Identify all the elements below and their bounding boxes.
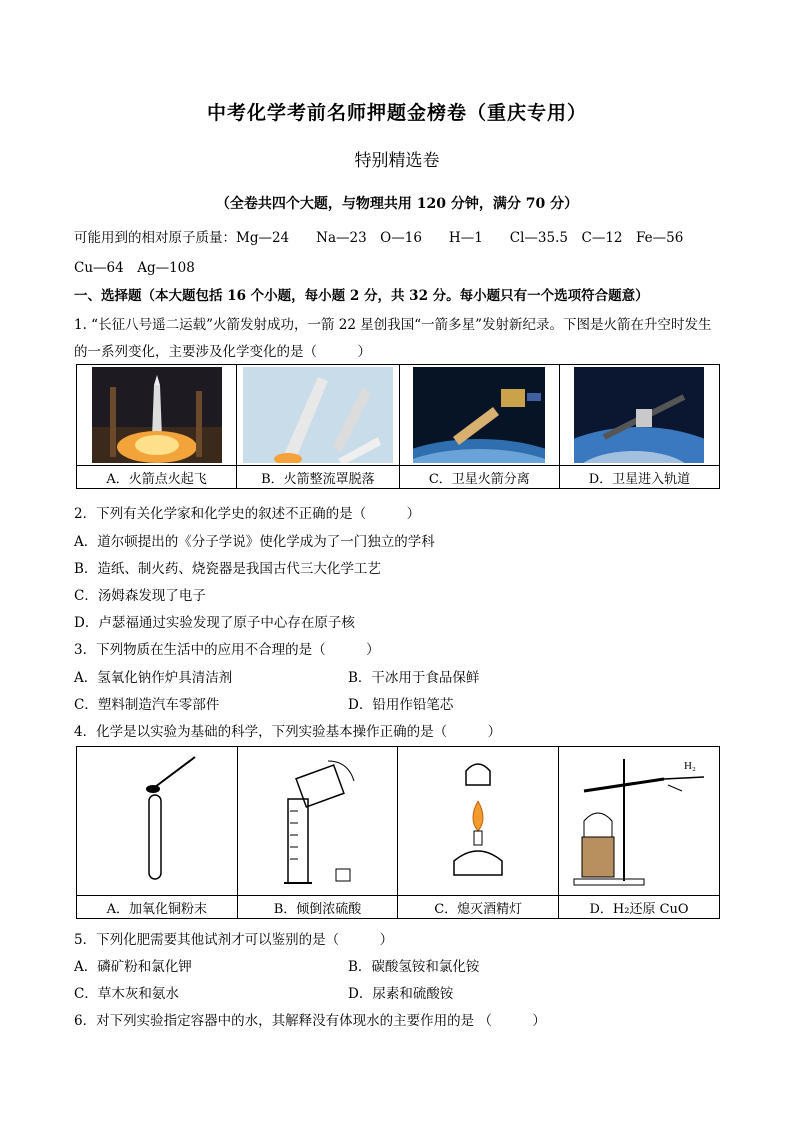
- q4-image-c: [398, 747, 559, 896]
- satellite-separation-image: [413, 367, 545, 463]
- q5-option-a: A．磷矿粉和氯化钾: [74, 959, 192, 975]
- q1-option-d: D．卫星进入轨道: [559, 466, 719, 489]
- q2-option-b: B．造纸、制火药、烧瓷器是我国古代三大化学工艺: [74, 561, 381, 577]
- h2-label: H₂: [684, 760, 696, 772]
- q5-option-d: D．尿素和硫酸铵: [348, 986, 454, 1002]
- q3-option-a: A．氢氧化钠作炉具清洁剂: [74, 670, 233, 686]
- q1-image-b: [237, 365, 400, 466]
- q5-stem: 5．下列化肥需要其他试剂才可以鉴别的是（ ）: [74, 932, 394, 948]
- h2-reduction-apparatus-image: [564, 751, 714, 891]
- q4-image-a: [77, 747, 238, 896]
- q4-image-b: [237, 747, 398, 896]
- q4-option-c: C．熄灭酒精灯: [398, 896, 559, 919]
- q1-option-a: A．火箭点火起飞: [77, 466, 237, 489]
- q1-image-c: [399, 365, 559, 466]
- q1-image-a: [77, 365, 237, 466]
- exam-note: （全卷共四个大题，与物理共用 120 分钟，满分 70 分）: [215, 196, 579, 212]
- q4-option-b: B．倾倒浓硫酸: [237, 896, 398, 919]
- q3-option-c: C．塑料制造汽车零部件: [74, 697, 220, 713]
- q4-image-table: [76, 746, 720, 919]
- q3-option-d: D．铅用作铅笔芯: [348, 697, 454, 713]
- satellite-orbit-image: [574, 367, 704, 463]
- q4-stem: 4．化学是以实验为基础的科学，下列实验基本操作正确的是（ ）: [74, 724, 502, 740]
- q3-stem: 3．下列物质在生活中的应用不合理的是（ ）: [74, 642, 380, 658]
- q3-option-b: B．干冰用于食品保鲜: [348, 670, 480, 686]
- q2-option-c: C．汤姆森发现了电子: [74, 588, 206, 604]
- q6-stem: 6．对下列实验指定容器中的水，其解释没有体现水的主要作用的是 （ ）: [74, 1013, 546, 1029]
- q1-option-c: C．卫星火箭分离: [399, 466, 559, 489]
- q5-option-c: C．草木灰和氨水: [74, 986, 179, 1002]
- q4-option-d: D．H₂还原 CuO: [559, 896, 720, 919]
- exam-subtitle: 特别精选卷: [354, 151, 440, 171]
- q4-image-d: [559, 747, 720, 896]
- q1-image-d: [559, 365, 719, 466]
- pouring-acid-image: [258, 751, 378, 891]
- q2-option-a: A．道尔顿提出的《分子学说》使化学成为了一门独立的学科: [74, 534, 435, 550]
- exam-title: 中考化学考前名师押题金榜卷（重庆专用）: [206, 102, 587, 124]
- fairing-separation-image: [243, 367, 393, 463]
- q1-option-b: B．火箭整流罩脱落: [237, 466, 400, 489]
- atomic-masses-line2: Cu—64 Ag—108: [74, 260, 195, 276]
- q1-image-table: [76, 364, 720, 489]
- q1-stem-line2: 的一系列变化，主要涉及化学变化的是（ ）: [74, 344, 371, 360]
- q2-stem: 2．下列有关化学家和化学史的叙述不正确的是（ ）: [74, 506, 421, 522]
- section1-heading: 一、选择题（本大题包括 16 个小题，每小题 2 分，共 32 分。每小题只有一个选项符合题意）: [74, 288, 649, 304]
- rocket-launch-image: [92, 367, 222, 463]
- q2-option-d: D．卢瑟福通过实验发现了原子中心存在原子核: [74, 615, 355, 631]
- test-tube-spoon-image: [97, 751, 217, 891]
- q1-stem-line1: 1. “长征八号遥二运载”火箭发射成功，一箭 22 星创我国“一箭多星”发射新纪录。下图是火箭在升空时发生: [74, 317, 712, 333]
- alcohol-lamp-image: [418, 751, 538, 891]
- q4-option-a: A．加氧化铜粉末: [77, 896, 238, 919]
- atomic-masses-line1: 可能用到的相对原子质量：Mg—24 Na—23 O—16 H—1 Cl—35.5 C—12 Fe—56: [74, 230, 684, 246]
- q5-option-b: B．碳酸氢铵和氯化铵: [348, 959, 480, 975]
